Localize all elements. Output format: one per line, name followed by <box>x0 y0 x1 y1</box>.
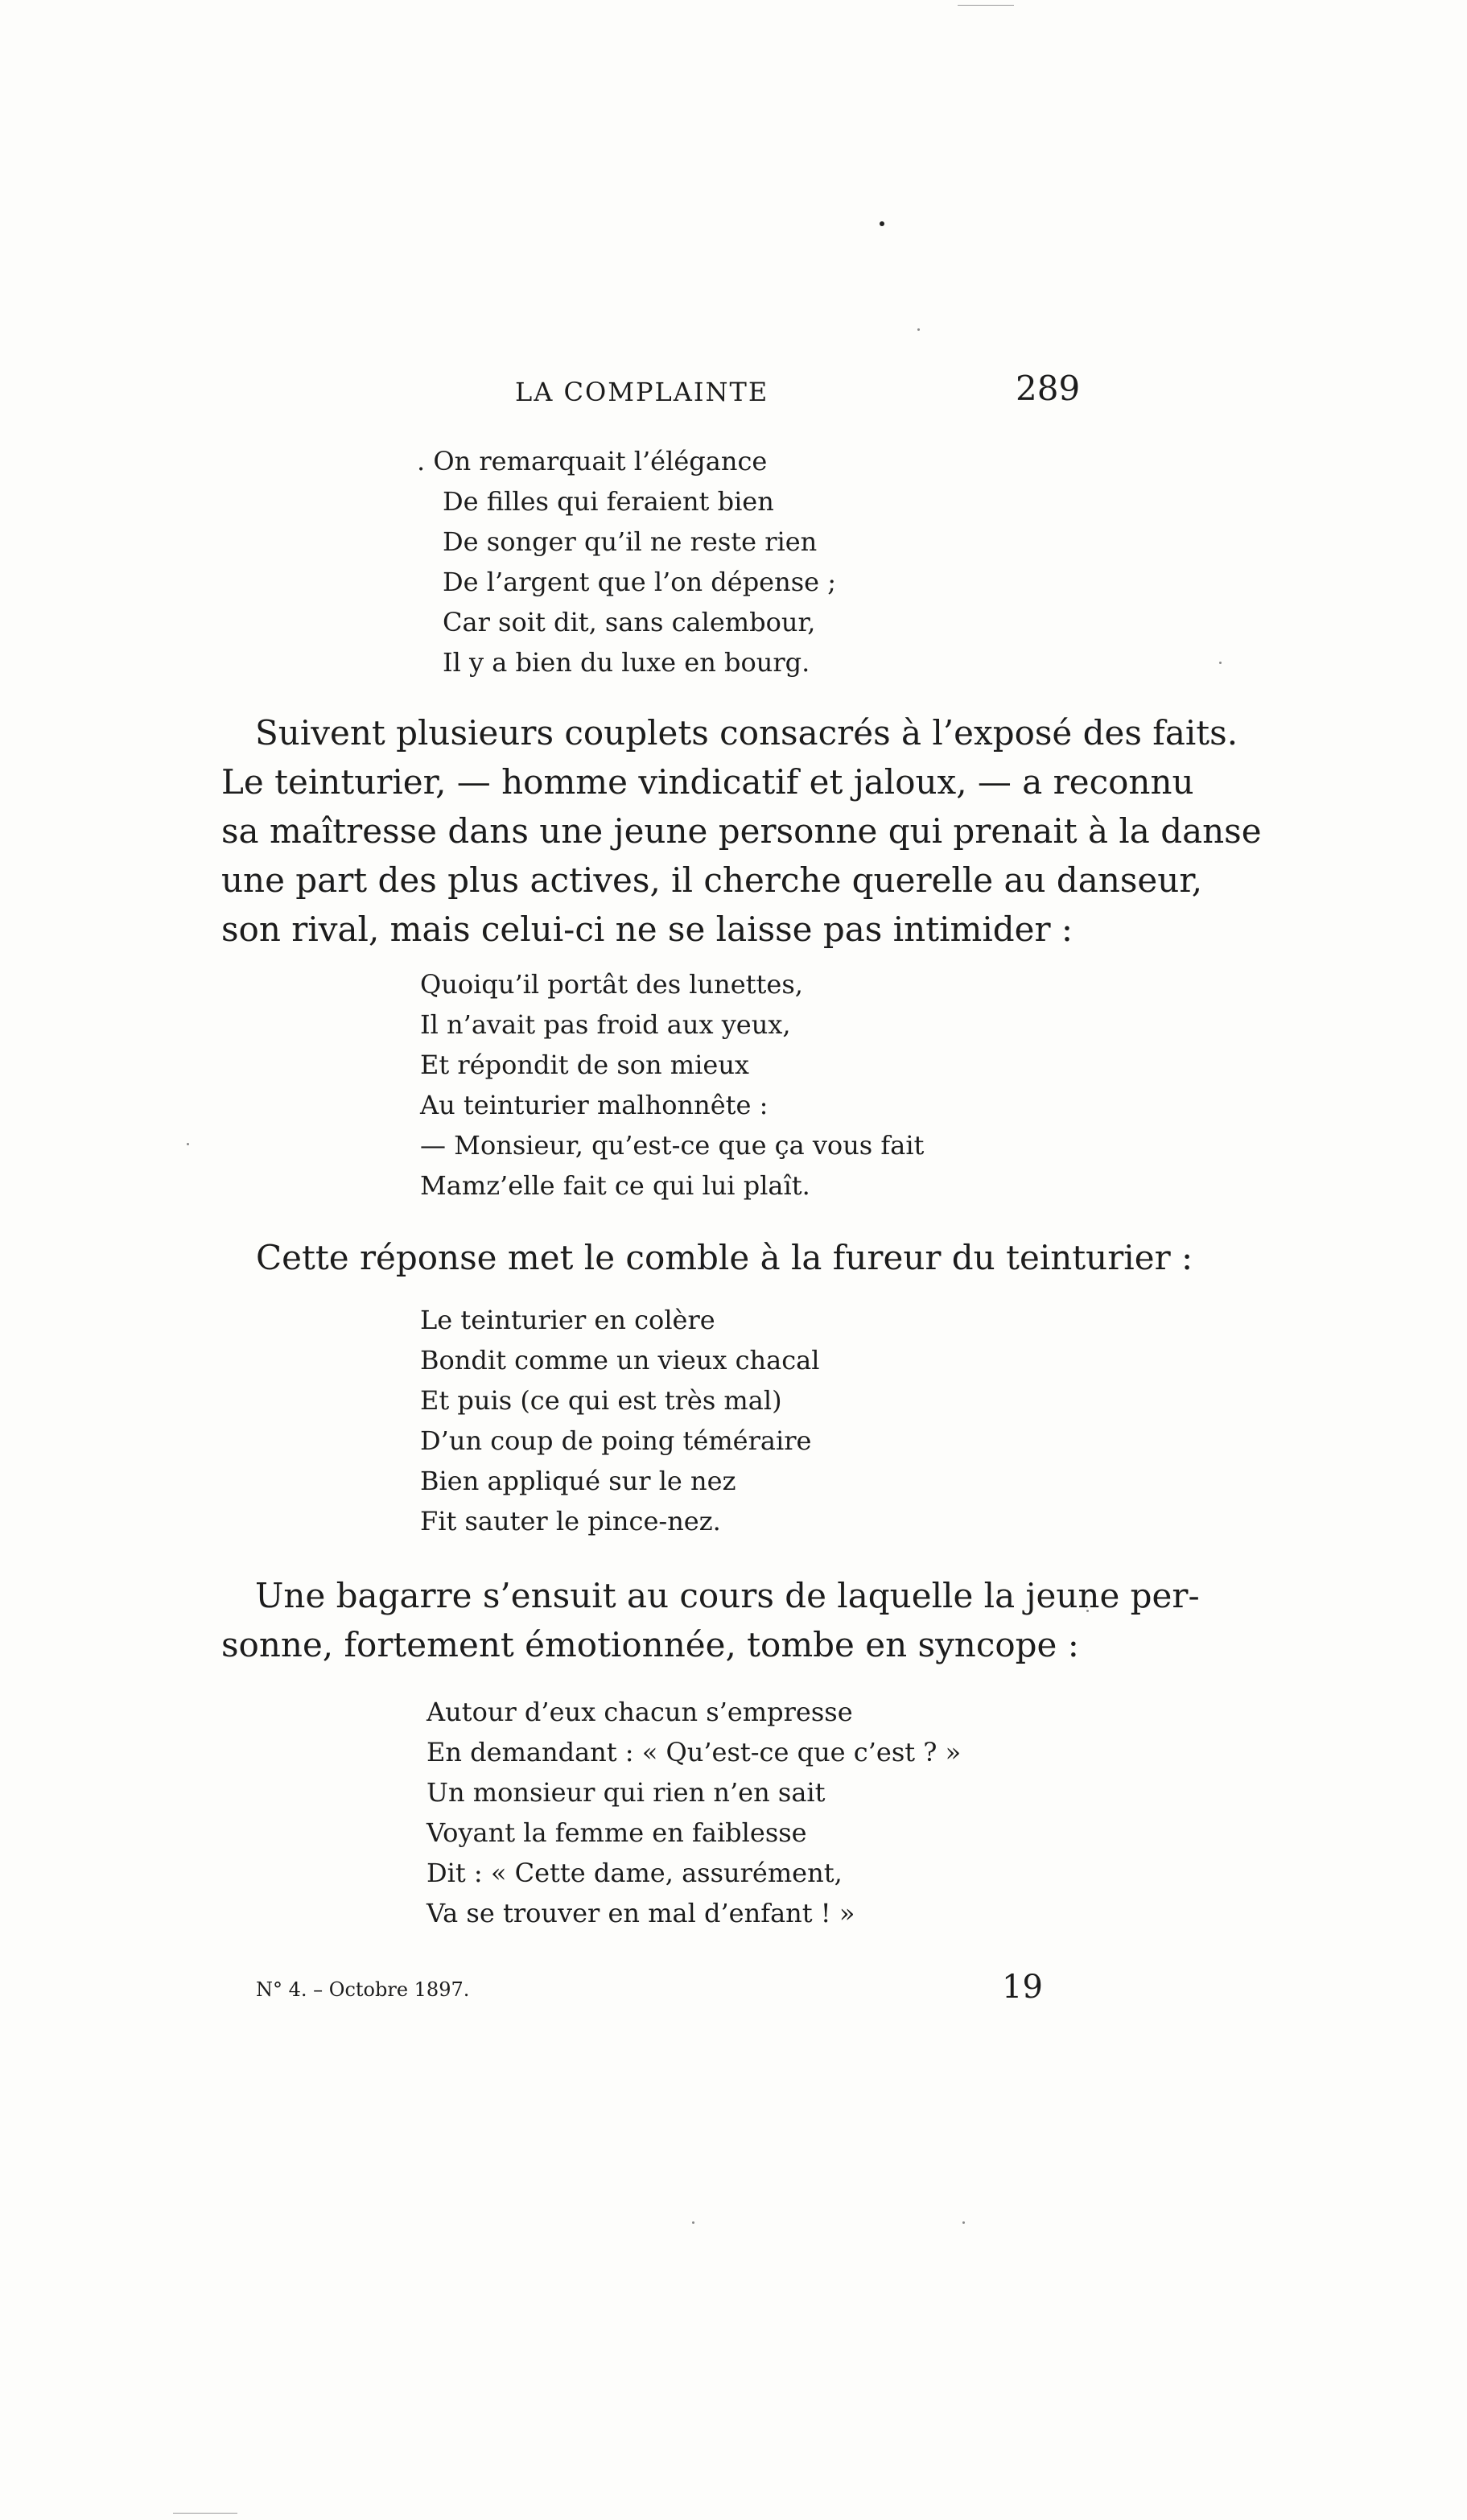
verse-line: Dit : « Cette dame, assurément, <box>427 1858 843 1888</box>
prose-line: Le teinturier, — homme vindicatif et jaloux, — a reconnu <box>221 762 1194 802</box>
ink-speck <box>692 2221 694 2224</box>
verse-line: De l’argent que l’on dépense ; <box>443 567 837 597</box>
verse-line: Le teinturier en colère <box>420 1305 715 1335</box>
verse-line: — Monsieur, qu’est-ce que ça vous fait <box>420 1130 925 1161</box>
prose-paragraph-1 <box>221 708 1262 954</box>
verse-stanza-2 <box>420 964 924 1206</box>
verse-line: Un monsieur qui rien n’en sait <box>427 1777 826 1808</box>
verse-line: D’un coup de poing téméraire <box>420 1425 812 1456</box>
ink-speck <box>1219 662 1222 664</box>
verse-line: Quoiqu’il portât des lunettes, <box>420 969 803 1000</box>
verse-line: Il y a bien du luxe en bourg. <box>443 647 810 678</box>
verse-line: De filles qui feraient bien <box>443 486 774 517</box>
verse-stanza-3 <box>420 1300 819 1541</box>
verse-line: Au teinturier malhonnête : <box>420 1090 769 1120</box>
page-number: 289 <box>1016 369 1081 408</box>
prose-line: une part des plus actives, il cherche querelle au danseur, <box>221 860 1203 900</box>
issue-imprint: N° 4. – Octobre 1897. <box>256 1978 470 2001</box>
verse-line: Autour d’eux chacun s’empresse <box>427 1697 853 1727</box>
prose-line: Cette réponse met le comble à la fureur du teinturier : <box>256 1238 1193 1277</box>
edge-mark <box>958 5 1014 6</box>
prose-line: Suivent plusieurs couplets consacrés à l’exposé des faits. <box>255 713 1238 753</box>
ink-dot <box>880 221 884 226</box>
verse-line: Bien appliqué sur le nez <box>420 1466 736 1496</box>
verse-line: En demandant : « Qu’est-ce que c’est ? » <box>427 1737 962 1767</box>
prose-line: Une bagarre s’ensuit au cours de laquelle la jeune per- <box>255 1576 1200 1615</box>
verse-line: De songer qu’il ne reste rien <box>443 526 818 557</box>
signature-mark: 19 <box>1002 1969 1043 2006</box>
prose-line: sonne, fortement émotionnée, tombe en syncope : <box>221 1625 1079 1664</box>
verse-stanza-4 <box>427 1692 961 1933</box>
verse-line: Mamz’elle fait ce qui lui plaît. <box>420 1170 810 1201</box>
ink-speck <box>917 328 920 331</box>
verse-line: Car soit dit, sans calembour, <box>443 607 816 637</box>
verse-line: . On remarquait l’élégance <box>417 446 768 476</box>
ink-speck <box>187 1143 189 1145</box>
verse-line: Voyant la femme en faiblesse <box>427 1817 807 1848</box>
verse-line: Et répondit de son mieux <box>420 1050 749 1080</box>
edge-mark <box>173 2513 237 2514</box>
verse-line: Bondit comme un vieux chacal <box>420 1345 820 1375</box>
prose-line: son rival, mais celui-ci ne se laisse pas intimider : <box>221 909 1073 949</box>
prose-paragraph-3 <box>221 1571 1200 1669</box>
verse-line: Il n’avait pas froid aux yeux, <box>420 1009 791 1040</box>
verse-stanza-1 <box>417 441 836 683</box>
prose-paragraph-2 <box>256 1233 1193 1282</box>
verse-line: Va se trouver en mal d’enfant ! » <box>427 1898 855 1928</box>
verse-line: Fit sauter le pince-nez. <box>420 1506 721 1536</box>
prose-line: sa maîtresse dans une jeune personne qui prenait à la danse <box>221 811 1262 851</box>
running-title: LA COMPLAINTE <box>515 377 769 407</box>
ink-speck <box>962 2221 965 2224</box>
verse-line: Et puis (ce qui est très mal) <box>420 1385 782 1416</box>
